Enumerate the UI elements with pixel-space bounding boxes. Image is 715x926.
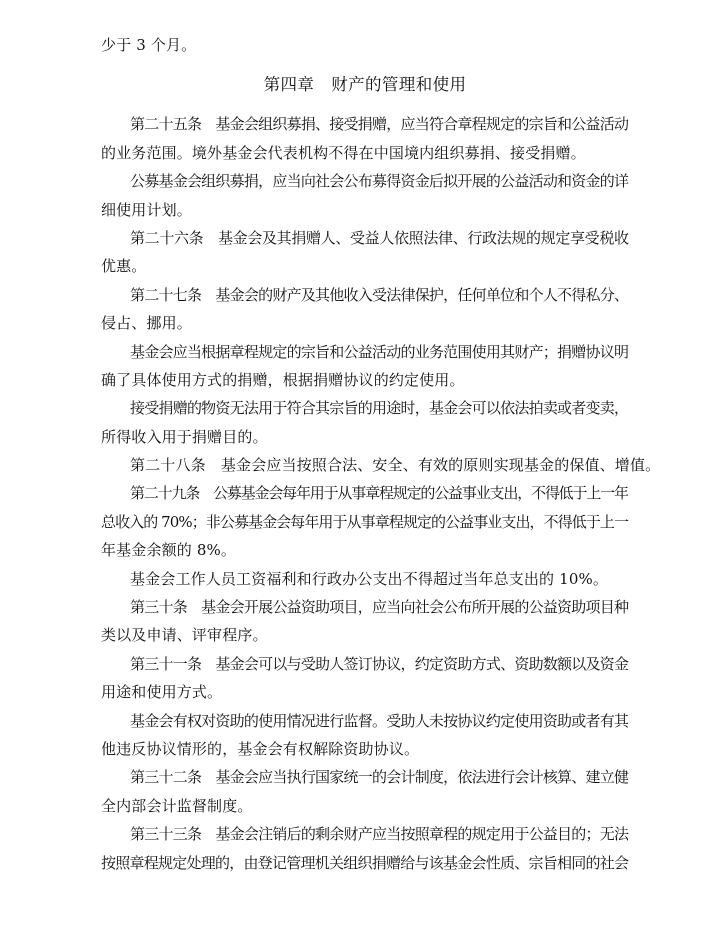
article-list — [101, 110, 661, 877]
paragraph-line: 他违反协议情形的，基金会有权解除资助协议。 — [101, 739, 420, 758]
paragraph — [101, 650, 629, 707]
paragraph — [101, 479, 629, 564]
paragraph-line: 第二十八条 基金会应当按照合法、安全、有效的原则实现基金的保值、增值。 — [130, 456, 661, 475]
paragraph-line: 第二十六条 基金会及其捐赠人、受益人依照法律、行政法规的规定享受税收 — [130, 228, 629, 247]
paragraph-line: 全内部会计监督制度。 — [101, 796, 253, 815]
paragraph-line: 确了具体使用方式的捐赠，根据捐赠协议的约定使用。 — [101, 370, 465, 389]
paragraph-line: 基金会应当根据章程规定的宗旨和公益活动的业务范围使用其财产；捐赠协议明 — [130, 342, 629, 361]
paragraph-line: 所得收入用于捐赠目的。 — [101, 427, 268, 446]
paragraph — [101, 224, 629, 281]
paragraph-line: 第三十二条 基金会应当执行国家统一的会计制度，依法进行会计核算、建立健 — [130, 768, 629, 787]
paragraph — [101, 565, 629, 593]
paragraph-line: 优惠。 — [101, 257, 147, 276]
paragraph-line: 年基金余额的 8%。 — [101, 541, 237, 560]
paragraph-line: 第三十条 基金会开展公益资助项目，应当向社会公布所开展的公益资助项目种 — [130, 598, 629, 617]
paragraph — [101, 763, 629, 820]
paragraph-line: 基金会有权对资助的使用情况进行监督。受助人未按协议约定使用资助或者有其 — [130, 711, 629, 730]
paragraph-line: 按照章程规定处理的，由登记管理机关组织捐赠给与该基金会性质、宗旨相同的社会 — [101, 853, 629, 872]
paragraph — [101, 338, 629, 395]
paragraph — [101, 167, 629, 224]
paragraph — [101, 110, 629, 167]
document-page — [101, 31, 661, 877]
paragraph — [101, 820, 629, 877]
paragraph-line: 第二十五条 基金会组织募捐、接受捐赠，应当符合章程规定的宗旨和公益活动 — [130, 115, 629, 134]
paragraph — [101, 394, 629, 451]
paragraph — [101, 593, 629, 650]
paragraph-line: 用途和使用方式。 — [101, 683, 223, 702]
paragraph — [101, 707, 629, 764]
continuation-line: 少于 3 个月。 — [101, 36, 197, 54]
paragraph-line: 侵占、挪用。 — [101, 314, 192, 333]
paragraph-line: 基金会工作人员工资福利和行政办公支出不得超过当年总支出的 10%。 — [130, 569, 609, 588]
paragraph-line: 第二十七条 基金会的财产及其他收入受法律保护，任何单位和个人不得私分、 — [130, 285, 629, 304]
chapter-title: 第四章 财产的管理和使用 — [263, 75, 467, 95]
paragraph-line: 第二十九条 公募基金会每年用于从事章程规定的公益事业支出，不得低于上一年 — [130, 484, 628, 503]
paragraph-line: 细使用计划。 — [101, 200, 192, 219]
paragraph-line: 公募基金会组织募捐，应当向社会公布募得资金后拟开展的公益活动和资金的详 — [130, 172, 629, 191]
paragraph — [101, 451, 661, 479]
paragraph-line: 第三十三条 基金会注销后的剩余财产应当按照章程的规定用于公益目的；无法 — [130, 825, 629, 844]
paragraph-line: 第三十一条 基金会可以与受助人签订协议，约定资助方式、资助数额以及资金 — [130, 654, 629, 673]
paragraph — [101, 281, 629, 338]
paragraph-line: 总收入的 70%；非公募基金会每年用于从事章程规定的公益事业支出，不得低于上一 — [101, 512, 629, 531]
paragraph-line: 接受捐赠的物资无法用于符合其宗旨的用途时，基金会可以依法拍卖或者变卖， — [130, 399, 629, 418]
paragraph-line: 的业务范围。境外基金会代表机构不得在中国境内组织募捐、接受捐赠。 — [101, 143, 586, 162]
paragraph-line: 类以及申请、评审程序。 — [101, 626, 268, 645]
